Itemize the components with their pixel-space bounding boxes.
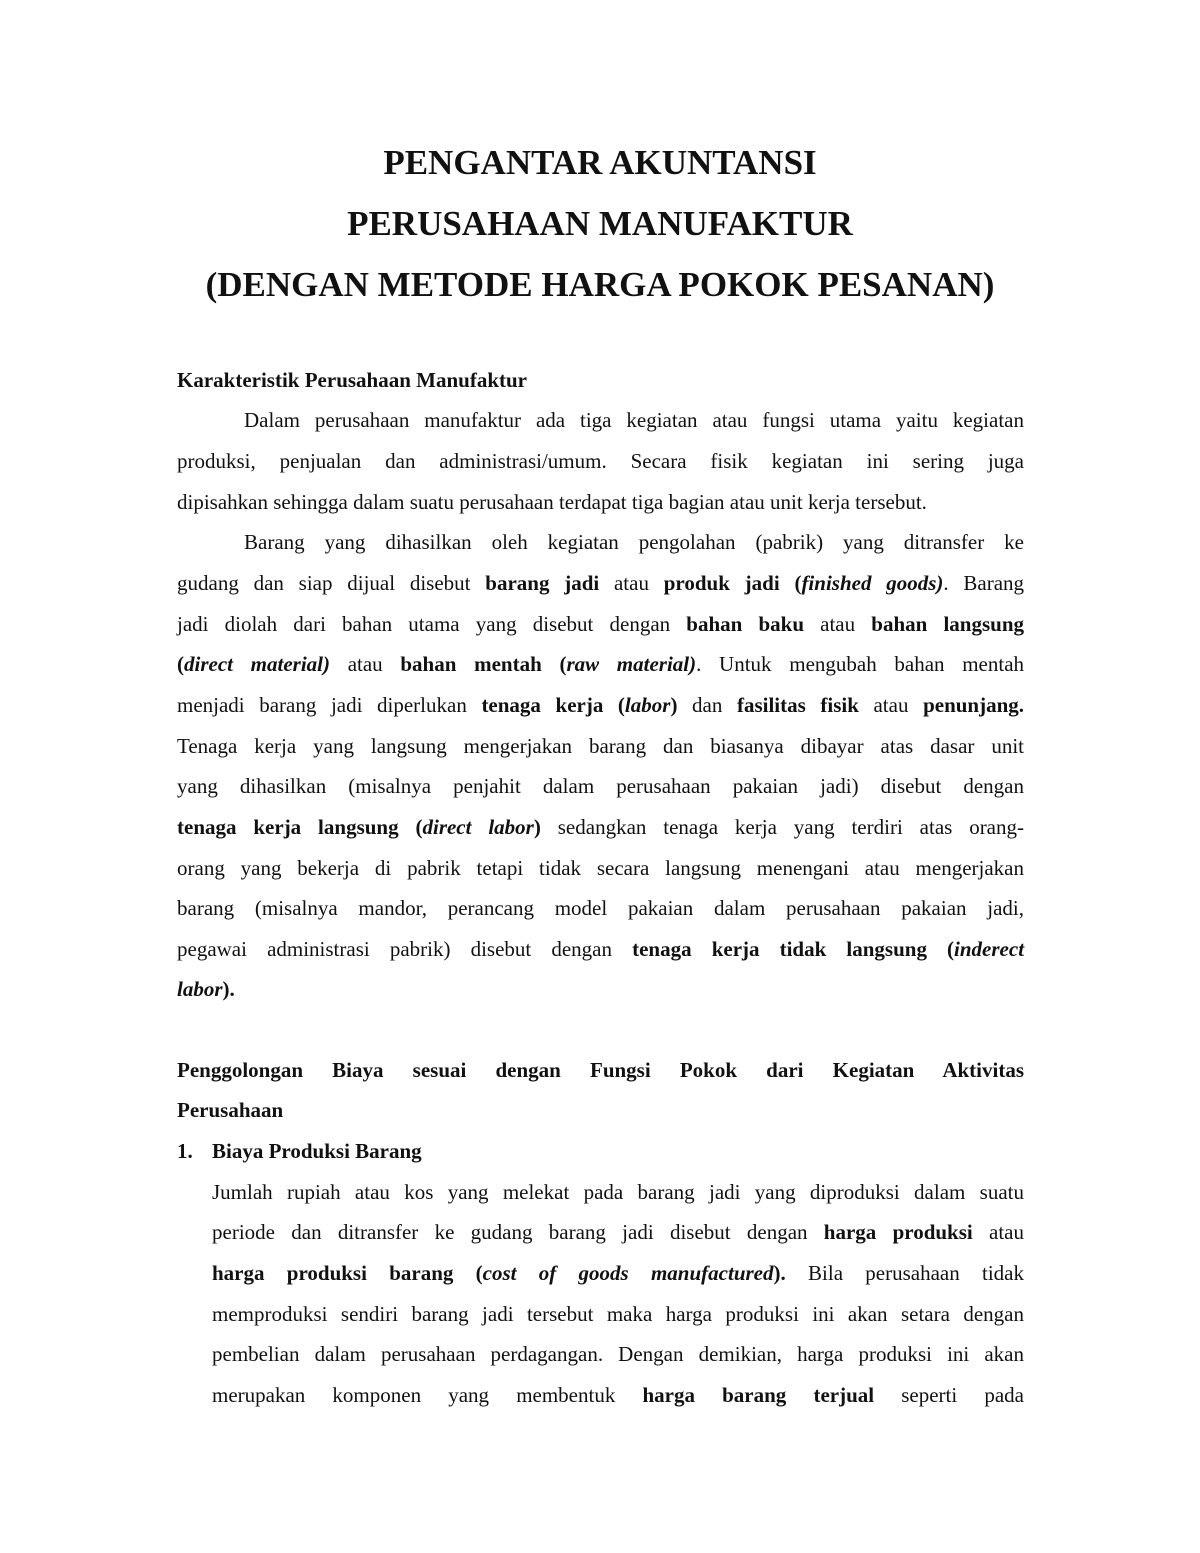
term-harga-produksi-barang: harga produksi barang <box>212 1261 454 1285</box>
paragraph-line: produksi, penjualan dan administrasi/umum. Secara fisik kegiatan ini sering juga <box>177 449 1024 473</box>
paragraph-line <box>212 1219 1024 1245</box>
text-run: ) <box>670 693 678 717</box>
paragraph-line: orang yang bekerja di pabrik tetapi tidak secara langsung menengani atau mengerjakan <box>177 856 1024 880</box>
text-run: ( <box>177 652 184 676</box>
paragraph-line: barang (misalnya mandor, perancang model pakaian dalam perusahaan pakaian jadi, <box>177 896 1024 920</box>
text-run: ( <box>559 652 567 676</box>
list-number: 1. <box>177 1139 193 1163</box>
term-harga-produksi: harga produksi <box>823 1220 973 1244</box>
paragraph-line: dipisahkan sehingga dalam suatu perusahaan terdapat tiga bagian atau unit kerja tersebut. <box>177 490 927 514</box>
term-fasilitas-fisik: fasilitas fisik <box>736 693 859 717</box>
term-tenaga-kerja: tenaga kerja ( <box>481 693 625 717</box>
term-barang-jadi: barang jadi <box>485 571 600 595</box>
title-line-2: PERUSAHAAN MANUFAKTUR <box>347 204 853 243</box>
term-direct-labor: direct labor <box>422 815 534 839</box>
text-run: pegawai administrasi pabrik) disebut dengan <box>177 937 612 961</box>
paragraph-line: memproduksi sendiri barang jadi tersebut maka harga produksi ini akan setara dengan <box>212 1302 1024 1326</box>
term-tenaga-kerja-tidak-langsung: tenaga kerja tidak langsung ( <box>632 937 955 961</box>
text-run: ( <box>475 1261 483 1285</box>
section-heading-penggolongan-cont: Perusahaan <box>177 1098 284 1122</box>
term-penunjang: penunjang. <box>923 693 1025 717</box>
text-run: periode dan ditransfer ke gudang barang jadi disebut dengan <box>212 1220 808 1244</box>
paragraph-line <box>177 570 1024 596</box>
term-tenaga-kerja-langsung: tenaga kerja langsung ( <box>177 815 423 839</box>
term-cost-of-goods-manufactured: cost of goods manufactured <box>482 1261 774 1285</box>
paragraph-line <box>177 814 1024 840</box>
term-labor: labor <box>177 977 223 1001</box>
paragraph-line <box>177 692 1024 718</box>
text-run: dan <box>692 693 723 717</box>
text-run: atau <box>820 612 856 636</box>
text-run: atau <box>347 652 383 676</box>
text-run: . Untuk mengubah bahan mentah <box>696 652 1025 676</box>
term-finished-goods: finished goods) <box>801 571 944 595</box>
text-run: menjadi barang jadi diperlukan <box>177 693 467 717</box>
paragraph-line <box>212 1382 1024 1408</box>
text-run: seperti pada <box>901 1383 1024 1407</box>
paragraph-line <box>177 976 1024 1002</box>
text-run: ) <box>533 815 541 839</box>
section-heading-karakteristik: Karakteristik Perusahaan Manufaktur <box>177 368 528 392</box>
term-labor: labor <box>624 693 671 717</box>
text-run: ( <box>794 571 802 595</box>
term-bahan-mentah: bahan mentah <box>400 652 542 676</box>
term-raw-material: raw material) <box>566 652 697 676</box>
text-run: atau <box>613 571 649 595</box>
paragraph-line: yang dihasilkan (misalnya penjahit dalam perusahaan pakaian jadi) disebut dengan <box>177 774 1024 798</box>
text-run: . Barang <box>943 571 1025 595</box>
text-run: Bila perusahaan tidak <box>808 1261 1025 1285</box>
paragraph-line <box>177 611 1024 637</box>
paragraph-line: Tenaga kerja yang langsung mengerjakan barang dan biasanya dibayar atas dasar unit <box>177 734 1024 758</box>
text-run: merupakan komponen yang membentuk <box>212 1383 616 1407</box>
section-heading-penggolongan: Penggolongan Biaya sesuai dengan Fungsi Pokok dari Kegiatan Aktivitas <box>177 1058 1024 1082</box>
term-bahan-baku: bahan baku <box>686 612 805 636</box>
text-run: ). <box>222 977 235 1001</box>
text-run: sedangkan tenaga kerja yang terdiri atas orang- <box>557 815 1024 839</box>
paragraph-line <box>177 936 1024 962</box>
paragraph-line: pembelian dalam perusahaan perdagangan. Dengan demikian, harga produksi ini akan <box>212 1342 1024 1366</box>
paragraph-line <box>212 1260 1024 1286</box>
text-run: atau <box>989 1220 1025 1244</box>
text-run: atau <box>873 693 909 717</box>
term-inderect: inderect <box>954 937 1025 961</box>
paragraph-line: Barang yang dihasilkan oleh kegiatan pengolahan (pabrik) yang ditransfer ke <box>244 530 1024 554</box>
paragraph-line: Dalam perusahaan manufaktur ada tiga kegiatan atau fungsi utama yaitu kegiatan <box>244 408 1024 432</box>
paragraph-line: Jumlah rupiah atau kos yang melekat pada barang jadi yang diproduksi dalam suatu <box>212 1180 1024 1204</box>
text-run: gudang dan siap dijual disebut <box>177 571 471 595</box>
term-harga-barang-terjual: harga barang terjual <box>642 1383 875 1407</box>
text-run: jadi diolah dari bahan utama yang disebut dengan <box>177 612 671 636</box>
title-line-1: PENGANTAR AKUNTANSI <box>383 143 817 182</box>
title-line-3: (DENGAN METODE HARGA POKOK PESANAN) <box>205 265 995 304</box>
term-produk-jadi: produk jadi <box>663 571 780 595</box>
list-item-title: Biaya Produksi Barang <box>212 1139 422 1163</box>
text-run: ). <box>773 1261 786 1285</box>
term-bahan-langsung: bahan langsung <box>871 612 1024 636</box>
paragraph-line <box>177 651 1024 677</box>
term-direct-material: direct material) <box>184 652 330 676</box>
